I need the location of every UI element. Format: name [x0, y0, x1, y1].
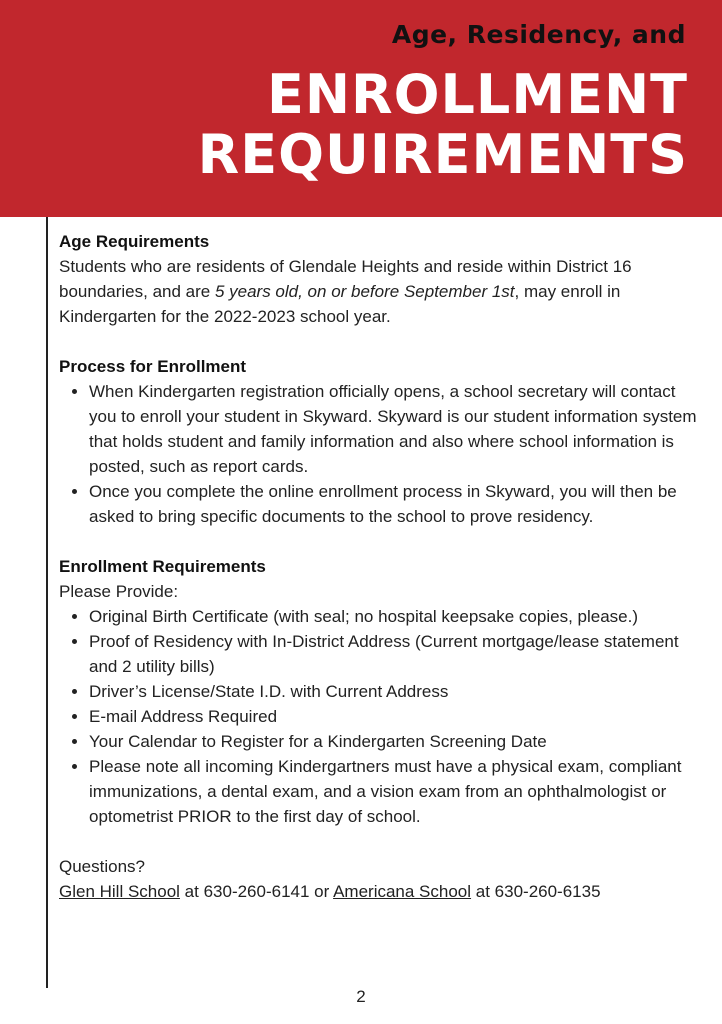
list-item: • Your Calendar to Register for a Kindergarten Screening Date [89, 729, 699, 754]
age-text-before: Students who are residents of Glendale Heights and reside within District 16 boundaries, and are [59, 257, 632, 301]
list-item: • When Kindergarten registration officially opens, a school secretary will contact you to enroll your student in Skyward. Skyward is our student information system that holds student and family information and also where school information is posted, such as report cards. [89, 379, 699, 479]
banner-subtitle: Age, Residency, and [391, 20, 686, 49]
process-list [59, 379, 699, 529]
document-body [59, 229, 699, 904]
list-item: • Please note all incoming Kindergartners must have a physical exam, compliant immunizations, a dental exam, and a vision exam from an ophthalmologist or optometrist PRIOR to the first day of school. [89, 754, 699, 829]
americana-phone: at 630-260-6135 [471, 882, 601, 901]
requirements-intro: Please Provide: [59, 582, 179, 601]
list-item: • E-mail Address Required [89, 704, 699, 729]
list-item: • Original Birth Certificate (with seal; no hospital keepsake copies, please.) [89, 604, 699, 629]
glen-hill-school-link[interactable]: Glen Hill School [59, 882, 180, 901]
header-banner [0, 0, 722, 217]
glen-hill-phone: at 630-260-6141 or [179, 882, 334, 901]
age-paragraph [59, 254, 699, 329]
spacer [59, 529, 699, 554]
list-item: • Proof of Residency with In-District Address (Current mortgage/lease statement and 2 utility bills) [89, 629, 699, 679]
process-heading: Process for Enrollment [59, 357, 247, 376]
requirements-heading: Enrollment Requirements [59, 557, 266, 576]
banner-title-line2: REQUIREMENTS [197, 123, 688, 186]
age-heading: Age Requirements [59, 232, 210, 251]
list-item: • Once you complete the online enrollment process in Skyward, you will then be asked to bring specific documents to the school to prove residency. [89, 479, 699, 529]
questions-contacts [59, 879, 699, 904]
americana-school-link[interactable]: Americana School [333, 882, 472, 901]
questions-label: Questions? [59, 857, 145, 876]
requirements-list [59, 604, 699, 829]
spacer [59, 829, 699, 854]
age-text-italic: 5 years old, on or before September 1st [214, 282, 515, 301]
age-text-after: , may enroll in Kindergarten for the 2022-2023 school year. [59, 282, 621, 326]
banner-title-line1: ENROLLMENT [266, 63, 688, 126]
page-number: 2 [356, 987, 366, 1006]
left-margin-rule [46, 217, 48, 988]
list-item: • Driver’s License/State I.D. with Current Address [89, 679, 699, 704]
spacer [59, 329, 699, 354]
